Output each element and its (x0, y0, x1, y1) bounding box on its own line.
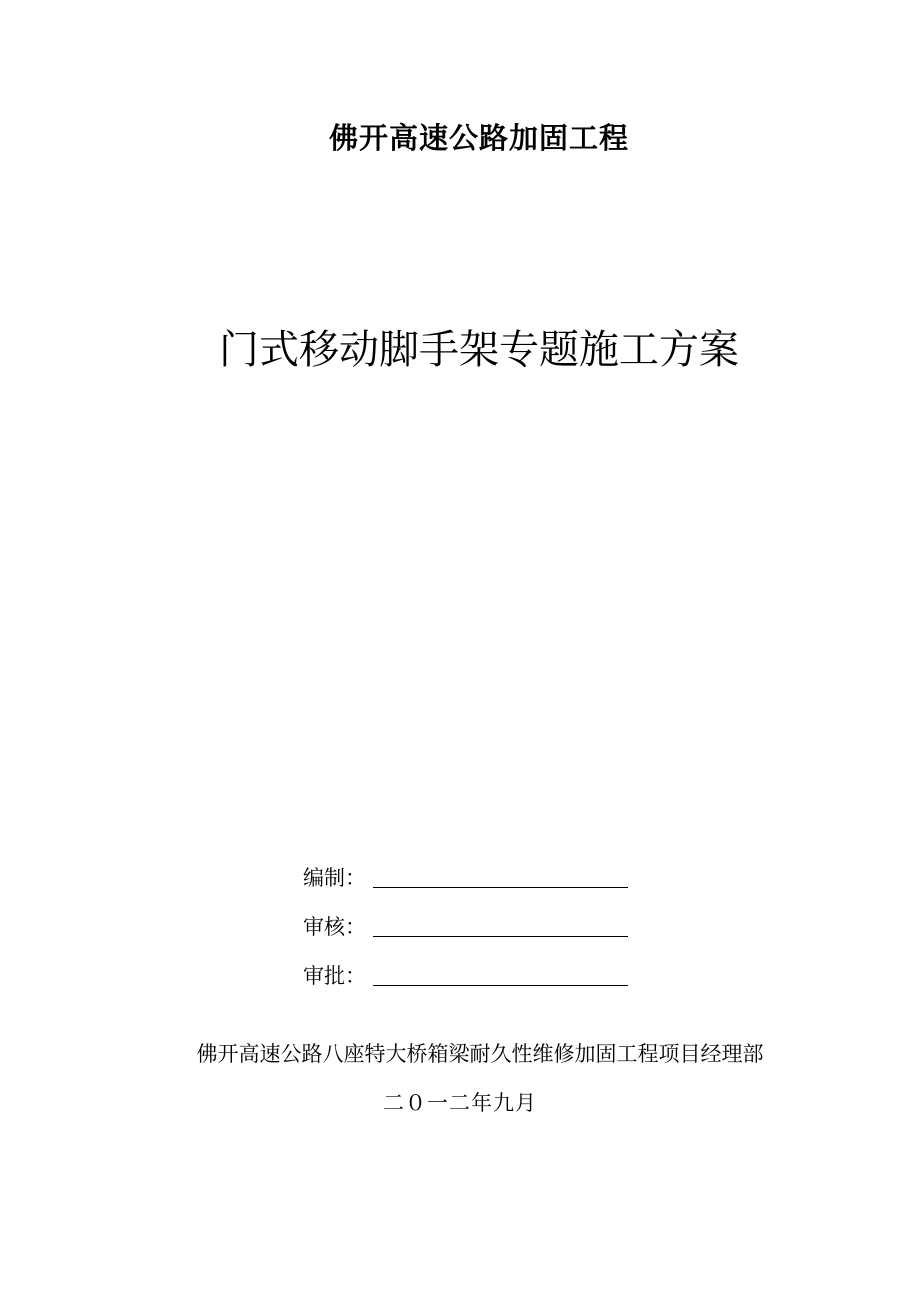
signoff-label-prepared: 编制： (303, 866, 366, 890)
signoff-label-approved: 审批： (303, 964, 366, 988)
document-title: 门式移动脚手架专题施工方案 (219, 327, 739, 373)
signoff-row-approved (303, 942, 633, 991)
signature-line-prepared (373, 863, 628, 888)
signature-line-reviewed (373, 912, 628, 937)
organization-name: 佛开高速公路八座特大桥箱梁耐久性维修加固工程项目经理部 (196, 1042, 764, 1066)
project-title: 佛开高速公路加固工程 (328, 121, 629, 155)
signoff-label-reviewed: 审核： (303, 915, 366, 939)
signoff-block (303, 844, 633, 991)
signoff-row-reviewed (303, 893, 633, 942)
signature-line-approved (373, 961, 628, 986)
signoff-row-prepared (303, 844, 633, 893)
document-date: 二０一二年九月 (383, 1091, 537, 1115)
